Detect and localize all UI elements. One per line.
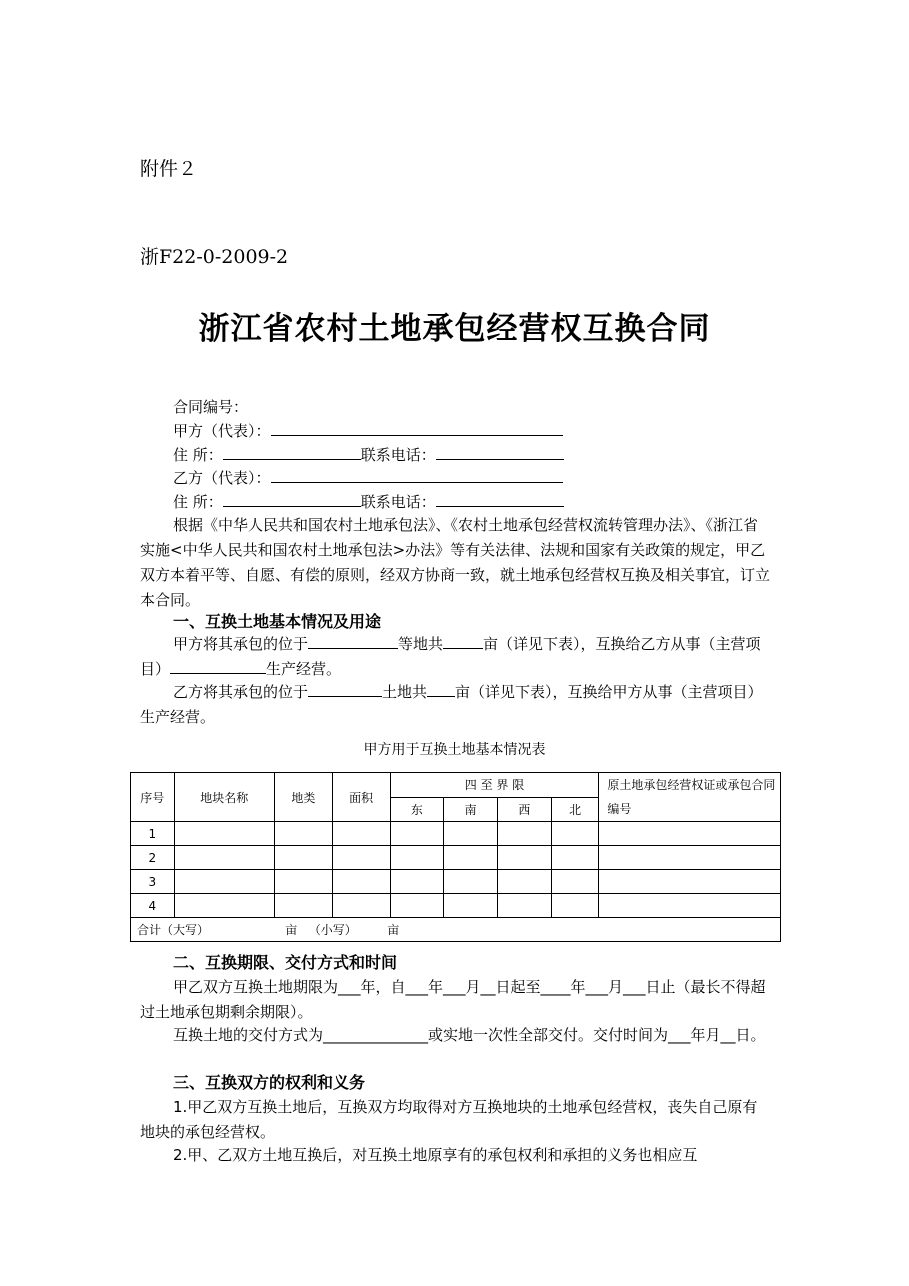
party-a-label: 甲方（代表）：: [173, 422, 271, 440]
cell[interactable]: [498, 822, 552, 846]
cell[interactable]: [551, 846, 599, 870]
row-number: 3: [131, 870, 175, 894]
party-a-blank[interactable]: [271, 421, 563, 436]
col-name: 地块名称: [174, 773, 274, 822]
cell[interactable]: [332, 894, 390, 918]
row-number: 1: [131, 822, 175, 846]
document-title: 浙江省农村土地承包经营权互换合同: [198, 311, 711, 347]
cell[interactable]: [498, 846, 552, 870]
contract-number-label: 合同编号：: [173, 398, 249, 416]
party-b-address-field: [173, 491, 564, 512]
text: 生产经营。: [266, 660, 342, 678]
cell[interactable]: [390, 894, 444, 918]
text: 等地共: [398, 635, 444, 653]
section-2-paragraph-1: 甲乙双方互换土地期限为___年，自___年___月__日起至____年___月___日止（最长不得超过土地承包期剩余期限）。: [140, 978, 766, 1021]
col-west: 西: [498, 797, 552, 822]
blank[interactable]: [443, 634, 483, 649]
cell[interactable]: [599, 846, 781, 870]
text: 亩（详见下表），互换给甲方从事（主营项目）生产经营。: [140, 683, 763, 726]
section-3-paragraph-1: 1.甲乙双方互换土地后，互换双方均取得对方互换地块的土地承包经营权，丧失自己原有地块的承包经营权。: [140, 1098, 758, 1141]
phone-label: 联系电话：: [360, 446, 436, 464]
land-info-table: [130, 772, 781, 942]
col-east: 东: [390, 797, 444, 822]
blank[interactable]: [308, 682, 382, 697]
cell[interactable]: [174, 822, 274, 846]
cell[interactable]: [274, 822, 332, 846]
cell[interactable]: [599, 870, 781, 894]
section-3-paragraph-2: 2.甲、乙双方土地互换后，对互换土地原享有的承包权利和承担的义务也相应互: [173, 1146, 698, 1164]
cell[interactable]: [174, 846, 274, 870]
cell[interactable]: [599, 894, 781, 918]
party-a-phone-blank[interactable]: [436, 445, 564, 460]
party-b-address-blank[interactable]: [223, 492, 361, 507]
cell[interactable]: [174, 894, 274, 918]
section-2-heading: 二、互换期限、交付方式和时间: [173, 953, 398, 972]
text: 亩（详见下表），互换给乙方从事（主营项目）: [140, 635, 761, 678]
cell[interactable]: [444, 870, 498, 894]
address-label: 住 所：: [173, 446, 223, 464]
section-2-paragraph-2: 互换土地的交付方式为______________或实地一次性全部交付。交付时间为___年月__日。: [173, 1026, 766, 1044]
table-row: [131, 894, 781, 918]
party-a-address-blank[interactable]: [223, 445, 361, 460]
col-type: 地类: [274, 773, 332, 822]
cell[interactable]: [444, 846, 498, 870]
text: 土地共: [382, 683, 428, 701]
cell[interactable]: [274, 894, 332, 918]
text: 乙方将其承包的位于: [173, 683, 309, 701]
table-caption: 甲方用于互换土地基本情况表: [363, 742, 546, 758]
cell[interactable]: [551, 822, 599, 846]
cell[interactable]: [551, 870, 599, 894]
party-a-address-field: [173, 444, 564, 465]
cell[interactable]: [390, 846, 444, 870]
cell[interactable]: [274, 846, 332, 870]
party-b-field: [173, 467, 563, 488]
contract-number-field: [173, 396, 248, 417]
text: 甲方将其承包的位于: [173, 635, 309, 653]
party-b-blank[interactable]: [271, 468, 563, 483]
party-b-phone-blank[interactable]: [436, 492, 564, 507]
col-area: 面积: [332, 773, 390, 822]
cell[interactable]: [332, 822, 390, 846]
section-1-heading: 一、互换土地基本情况及用途: [173, 612, 382, 631]
cell[interactable]: [390, 870, 444, 894]
row-number: 2: [131, 846, 175, 870]
intro-paragraph: 根据《中华人民共和国农村土地承包法》、《农村土地承包经营权流转管理办法》、《浙江省实施<中华人民共和国农村土地承包法>办法》等有关法律、法规和国家有关政策的规定，甲乙双方本着平等、自愿、有偿的原则，经双方协商一致，就土地承包经营权互换及相关事宜，订立本合同。: [140, 516, 771, 609]
cell[interactable]: [551, 894, 599, 918]
col-north: 北: [551, 797, 599, 822]
cell[interactable]: [174, 870, 274, 894]
blank[interactable]: [427, 682, 455, 697]
table-header-row: [131, 773, 781, 798]
table-row: [131, 846, 781, 870]
cell[interactable]: [274, 870, 332, 894]
section-3-heading: 三、互换双方的权利和义务: [173, 1073, 366, 1092]
blank[interactable]: [170, 659, 266, 674]
party-b-label: 乙方（代表）：: [173, 469, 271, 487]
cell[interactable]: [444, 894, 498, 918]
cell[interactable]: [498, 894, 552, 918]
section-1-paragraph-1: [140, 632, 772, 682]
blank[interactable]: [308, 634, 398, 649]
col-south: 南: [444, 797, 498, 822]
cell[interactable]: [332, 870, 390, 894]
party-a-field: [173, 420, 563, 441]
col-no: 序号: [131, 773, 175, 822]
phone-label: 联系电话：: [360, 493, 436, 511]
cell[interactable]: [444, 822, 498, 846]
col-cert: 原土地承包经营权证或承包合同编号: [599, 773, 781, 822]
table-total-row: [131, 918, 781, 942]
total-cell: 合计（大写） 亩 （小写） 亩: [131, 918, 781, 942]
table-row: [131, 870, 781, 894]
document-code: 浙F22-0-2009-2: [140, 246, 289, 268]
cell[interactable]: [498, 870, 552, 894]
cell[interactable]: [390, 822, 444, 846]
cell[interactable]: [599, 822, 781, 846]
section-1-paragraph-2: [140, 680, 772, 730]
row-number: 4: [131, 894, 175, 918]
col-bounds: 四 至 界 限: [390, 773, 599, 798]
cell[interactable]: [332, 846, 390, 870]
address-label: 住 所：: [173, 493, 223, 511]
attachment-label: 附件２: [140, 158, 198, 180]
table-row: [131, 822, 781, 846]
